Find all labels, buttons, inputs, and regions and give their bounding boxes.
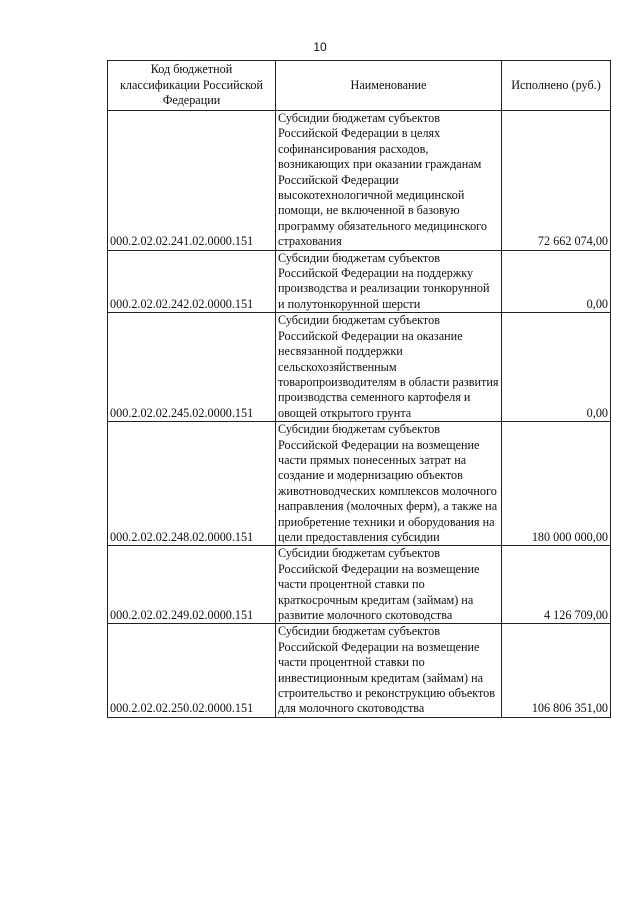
row-name: Субсидии бюджетам субъектов Российской Федерации в целях софинансирования расходов, возникающих при оказании гражданам Российской Федерации высокотехнологичной медицинской помощи, не включенной в базовую программу обязательного медицинского страхования	[276, 111, 502, 251]
table-row	[108, 422, 611, 546]
table-row	[108, 624, 611, 717]
table-row	[108, 250, 611, 313]
row-code: 000.2.02.02.250.02.0000.151	[108, 624, 276, 717]
row-code: 000.2.02.02.245.02.0000.151	[108, 313, 276, 422]
table-row	[108, 313, 611, 422]
row-code: 000.2.02.02.241.02.0000.151	[108, 111, 276, 251]
row-name: Субсидии бюджетам субъектов Российской Федерации на возмещение части прямых понесенных затрат на создание и модернизацию объектов животноводческих комплексов молочного направления (молочных ферм), а также на приобретение техники и оборудования на цели предоставления субсидии	[276, 422, 502, 546]
row-amount: 72 662 074,00	[502, 111, 611, 251]
table-header-row	[108, 61, 611, 111]
page-number: 10	[313, 40, 327, 54]
row-name: Субсидии бюджетам субъектов Российской Федерации на поддержку производства и реализации тонкорунной и полутонкорунной шерсти	[276, 250, 502, 313]
budget-table	[107, 60, 611, 718]
row-code: 000.2.02.02.248.02.0000.151	[108, 422, 276, 546]
row-name: Субсидии бюджетам субъектов Российской Федерации на возмещение части процентной ставки по инвестиционным кредитам (займам) на строительство и реконструкцию объектов для молочного скотоводства	[276, 624, 502, 717]
header-code: Код бюджетной классификации Российской Федерации	[108, 61, 276, 111]
table-row	[108, 111, 611, 251]
row-amount: 106 806 351,00	[502, 624, 611, 717]
row-amount: 0,00	[502, 313, 611, 422]
row-code: 000.2.02.02.249.02.0000.151	[108, 546, 276, 624]
row-code: 000.2.02.02.242.02.0000.151	[108, 250, 276, 313]
header-name: Наименование	[276, 61, 502, 111]
row-amount: 0,00	[502, 250, 611, 313]
row-amount: 4 126 709,00	[502, 546, 611, 624]
table-row	[108, 546, 611, 624]
row-name: Субсидии бюджетам субъектов Российской Федерации на возмещение части процентной ставки по краткосрочным кредитам (займам) на развитие молочного скотоводства	[276, 546, 502, 624]
row-name: Субсидии бюджетам субъектов Российской Федерации на оказание несвязанной поддержки сельскохозяйственным товаропроизводителям в области развития производства семенного картофеля и овощей открытого грунта	[276, 313, 502, 422]
row-amount: 180 000 000,00	[502, 422, 611, 546]
header-amount: Исполнено (руб.)	[502, 61, 611, 111]
